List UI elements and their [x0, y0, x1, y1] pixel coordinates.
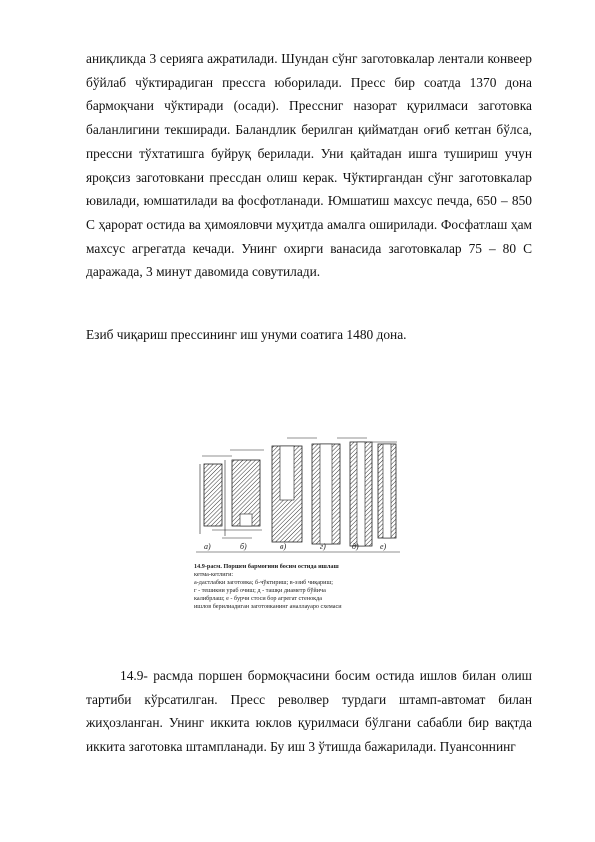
figure-caption-line-6: ишлов берилиадиган заготовканинг аналлауаро схемаси — [194, 603, 342, 610]
piston-pin-stages-drawing — [192, 430, 406, 616]
blank-v — [272, 446, 302, 542]
stage-letter-v: в) — [280, 542, 287, 551]
blank-d — [350, 442, 372, 546]
stage-letter-g: г) — [320, 542, 326, 551]
stage-letter-e: е) — [380, 542, 387, 551]
body-paragraph-1: аниқликда 3 серияга ажратилади. Шундан сўнг заготовкалар лентали конвеер бўйлаб чўктирадиган прессга юборилади. Пресс бир соатда 1370 дона бармоқчани чўктиради (осади). Прессниг назорат қурилмаси заготовка баланлигини текширади. Баландлик берилган қийматдан оғиб кетган бўлса, прессни тўхтатишга буйруқ берилади. Уни қайтадан ишга тушириш учун яроқсиз заготовкани прессдан олиш керак. Чўктиргандан сўнг заготовкалар ювилади, юмшатилади ва фосфотланади. Юмшатиш махсус печда, 650 – 850 С ҳарорат остида ва ҳимояловчи муҳитда амалга оширилади. Фосфатлаш ҳам махсус агрегатда кечади. Унинг охирги ванасида заготовкалар 75 – 80 С даражада, 3 минут давомида совутилади. — [86, 51, 532, 280]
figure-caption-line-1: 14.9-расм. Поршен бармоғини босим остида ишлаш — [194, 563, 339, 570]
figure-caption-line-2: кетма-кетлиги: — [194, 571, 234, 578]
figure-caption-line-5: калибрлаш; е - бурчи стоси бор агрегат стенокда — [194, 595, 323, 602]
body-paragraph-2: Езиб чиқариш прессининг иш унуми соатига 1480 дона. — [86, 327, 407, 342]
blank-g — [312, 444, 340, 544]
blank-e — [378, 444, 396, 538]
figure-caption-line-4: г - тешикни ураб очиш; д - ташқи диаметр бўйича — [194, 587, 326, 594]
figure-caption-line-3: а-дастлабки заготовка; б-чўктириш; в-эзиб чиқариш; — [194, 579, 333, 586]
stage-letter-b: б) — [240, 542, 247, 551]
body-paragraph-3: 14.9- расмда поршен бормоқчасини босим остида ишлов билан олиш тартиби кўрсатилган. Пресс револвер турдаги штамп-автомат билан жиҳозланган. Унинг иккита юклов қурилмаси бўлгани сабабли бир вақтда иккита заготовка штампланади. Бу иш 3 ўтишда бажарилади. Пуансоннинг — [86, 668, 532, 755]
blank-a — [204, 464, 222, 526]
stage-letter-a: а) — [204, 542, 211, 551]
figure-14-9 — [192, 430, 406, 616]
stage-letter-d: д) — [352, 542, 359, 551]
